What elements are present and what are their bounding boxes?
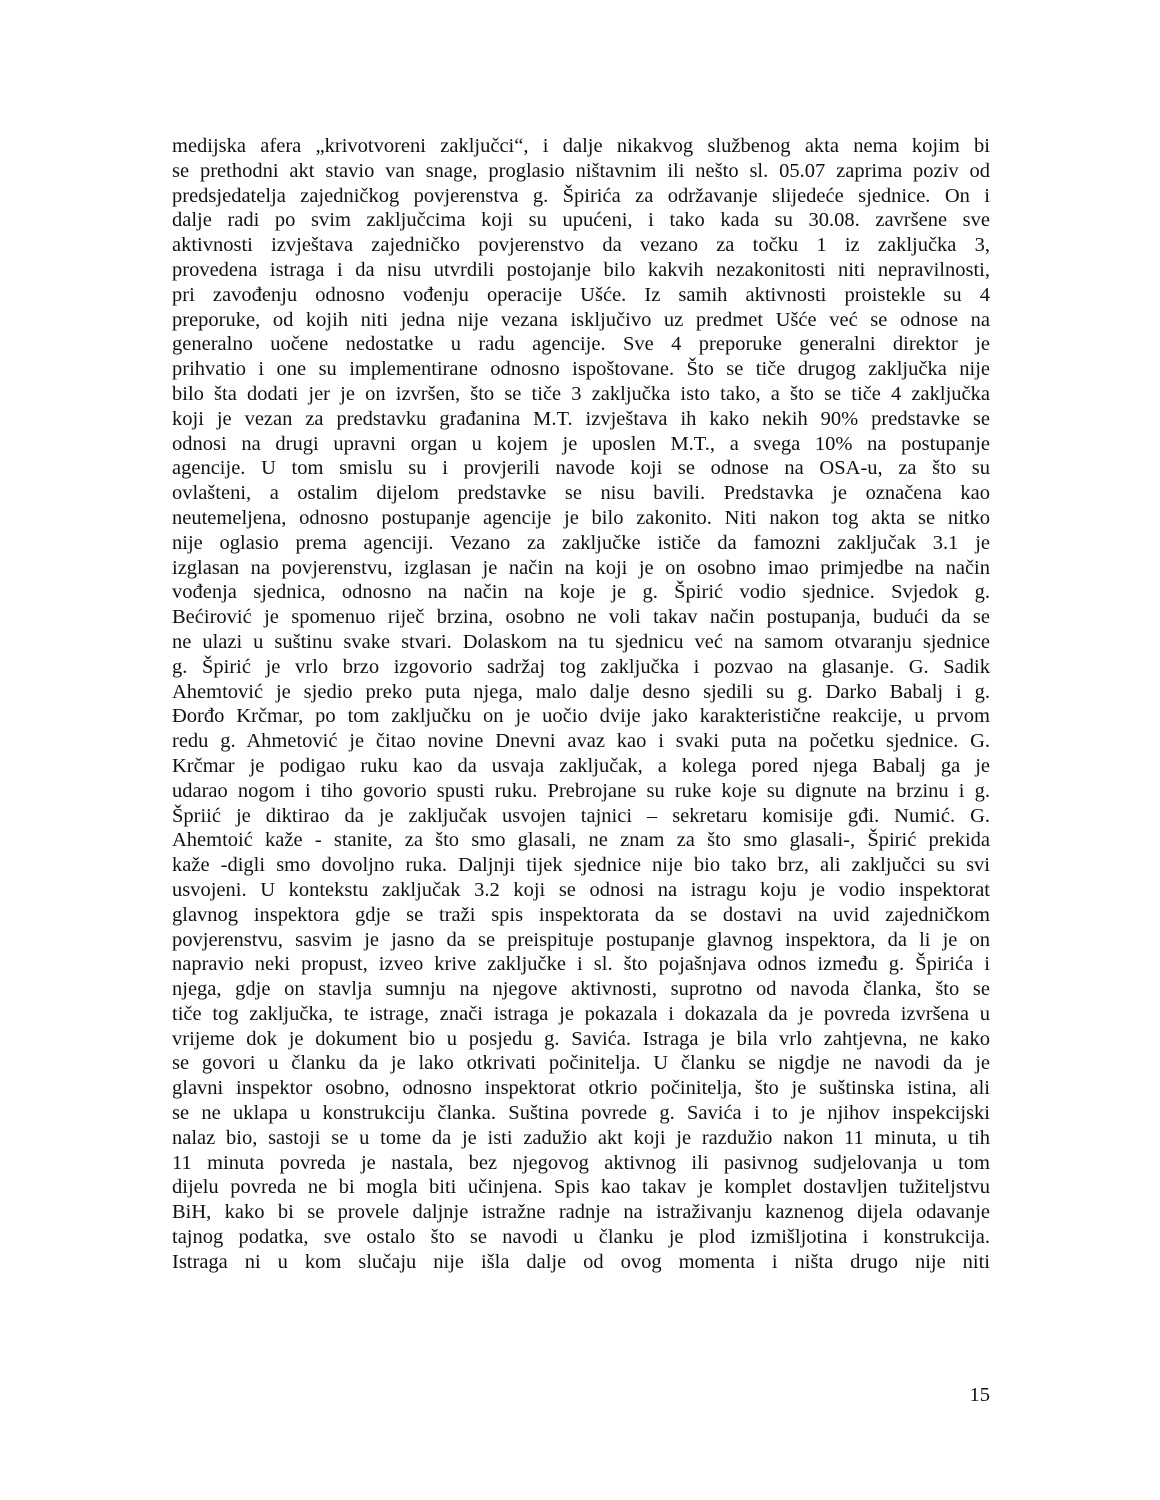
text-line: vođenja sjednica, odnosno na način na koje je g. Špirić vodio sjednice. Svjedok g.: [172, 581, 990, 604]
text-line: udarao nogom i tiho govorio spusti ruku. Prebrojane su ruke koje su dignute na brzinu i g.: [172, 779, 990, 802]
text-line: aktivnosti izvještava zajedničko povjerenstvo da vezano za točku 1 iz zaključka 3,: [172, 234, 990, 257]
text-line: Istraga ni u kom slučaju nije išla dalje od ovog momenta i ništa drugo nije niti: [172, 1250, 990, 1273]
text-line: povjerenstvu, sasvim je jasno da se preispituje postupanje glavnog inspektora, da li je on: [172, 928, 990, 951]
text-line: izglasan na povjerenstvu, izglasan je način na koji je on osobno imao primjedbe na način: [172, 556, 990, 579]
text-line: provedena istraga i da nisu utvrdili postojanje bilo kakvih nezakonitosti niti nepravilnosti,: [172, 258, 990, 281]
body-text: [172, 134, 990, 1275]
text-line: neutemeljena, odnosno postupanje agencije je bilo zakonito. Niti nakon tog akta se nitko: [172, 506, 990, 529]
text-line: 11 minuta povreda je nastala, bez njegovog aktivnog ili pasivnog sudjelovanja u tom: [172, 1151, 990, 1174]
text-line: nalaz bio, sastoji se u tome da je isti zadužio akt koji je razdužio nakon 11 minuta, u tih: [172, 1126, 990, 1149]
text-line: tiče tog zaključka, te istrage, znači istraga je pokazala i dokazala da je povreda izvršena u: [172, 1002, 990, 1025]
text-line: Bećirović je spomenuo riječ brzina, osobno ne voli takav način postupanja, budući da se: [172, 606, 990, 629]
text-line: bilo šta dodati jer je on izvršen, što se tiče 3 zaključka isto tako, a što se tiče 4 zaključka: [172, 382, 990, 405]
text-line: Ahemtoić kaže - stanite, za što smo glasali, ne znam za što smo glasali-, Špirić prekida: [172, 829, 990, 852]
text-line: Krčmar je podigao ruku kao da usvaja zaključak, a kolega pored njega Babalj ga je: [172, 754, 990, 777]
text-line: njega, gdje on stavlja sumnju na njegove aktivnosti, suprotno od navoda članka, što se: [172, 978, 990, 1001]
text-line: glavnog inspektora gdje se traži spis inspektorata da se dostavi na uvid zajedničkom: [172, 903, 990, 926]
text-line: predsjedatelja zajedničkog povjerenstva g. Špirića za održavanje slijedeće sjednice. On i: [172, 184, 990, 207]
text-line: se prethodni akt stavio van snage, proglasio ništavnim ili nešto sl. 05.07 zaprima poziv od: [172, 159, 990, 182]
text-line: Špriić je diktirao da je zaključak usvojen tajnici – sekretaru komisije gđi. Numić. G.: [172, 804, 990, 827]
text-line: prihvatio i one su implementirane odnosno ispoštovane. Što se tiče drugog zaključka nije: [172, 358, 990, 381]
text-line: Ahemtović je sjedio preko puta njega, malo dalje desno sjedili su g. Darko Babalj i g.: [172, 680, 990, 703]
text-line: agencije. U tom smislu su i provjerili navode koji se odnose na OSA-u, za što su: [172, 457, 990, 480]
text-line: se ne uklapa u konstrukciju članka. Suština povrede g. Savića i to je njihov inspekcijski: [172, 1102, 990, 1125]
text-line: g. Špirić je vrlo brzo izgovorio sadržaj tog zaključka i pozvao na glasanje. G. Sadik: [172, 655, 990, 678]
text-line: vrijeme dok je dokument bio u posjedu g. Savića. Istraga je bila vrlo zahtjevna, ne kako: [172, 1027, 990, 1050]
text-line: medijska afera „krivotvoreni zaključci“, i dalje nikakvog službenog akta nema kojim bi: [172, 135, 990, 157]
text-line: kaže -digli smo dovoljno ruka. Daljnji tijek sjednice nije bio tako brz, ali zaključci su svi: [172, 854, 990, 877]
text-line: pri zavođenju odnosno vođenju operacije Ušće. Iz samih aktivnosti proistekle su 4: [172, 283, 990, 306]
text-line: napravio neki propust, izveo krive zaključke i sl. što pojašnjava odnos između g. Špirića i: [172, 953, 990, 976]
text-line: dijelu povreda ne bi mogla biti učinjena. Spis kao takav je komplet dostavljen tužiteljstvu: [172, 1176, 990, 1199]
text-line: koji je vezan za predstavku građanina M.T. izvještava ih kako nekih 90% predstavke se: [172, 407, 990, 430]
page-number: 15: [969, 1384, 990, 1406]
text-line: preporuke, od kojih niti jedna nije vezana isključivo uz predmet Ušće već se odnose na: [172, 308, 990, 331]
text-line: ne ulazi u suštinu svake stvari. Dolaskom na tu sjednicu već na samom otvaranju sjednice: [172, 630, 990, 653]
text-line: usvojeni. U kontekstu zaključak 3.2 koji se odnosi na istragu koju je vodio inspektorat: [172, 878, 990, 901]
text-line: se govori u članku da je lako otkrivati počinitelja. U članku se nigdje ne navodi da je: [172, 1052, 990, 1075]
text-line: generalno uočene nedostatke u radu agencije. Sve 4 preporuke generalni direktor je: [172, 333, 990, 356]
text-line: nije oglasio prema agenciji. Vezano za zaključke ističe da famozni zaključak 3.1 je: [172, 531, 990, 554]
text-line: dalje radi po svim zaključcima koji su upućeni, i tako kada su 30.08. završene sve: [172, 209, 990, 232]
text-line: tajnog podatka, sve ostalo što se navodi u članku je plod izmišljotina i konstrukcija.: [172, 1226, 990, 1249]
text-line: redu g. Ahmetović je čitao novine Dnevni avaz kao i svaki puta na početku sjednice. G.: [172, 730, 990, 753]
text-line: ovlašteni, a ostalim dijelom predstavke se nisu bavili. Predstavka je označena kao: [172, 482, 990, 505]
text-line: Đorđo Krčmar, po tom zaključku on je uočio dvije jako karakteristične reakcije, u prvom: [172, 705, 990, 728]
text-line: glavni inspektor osobno, odnosno inspektorat otkrio počinitelja, što je suštinska istina, ali: [172, 1077, 990, 1100]
text-line: BiH, kako bi se provele daljnje istražne radnje na istraživanju kaznenog dijela odavanje: [172, 1201, 990, 1224]
text-line: odnosi na drugi upravni organ u kojem je uposlen M.T., a svega 10% na postupanje: [172, 432, 990, 455]
